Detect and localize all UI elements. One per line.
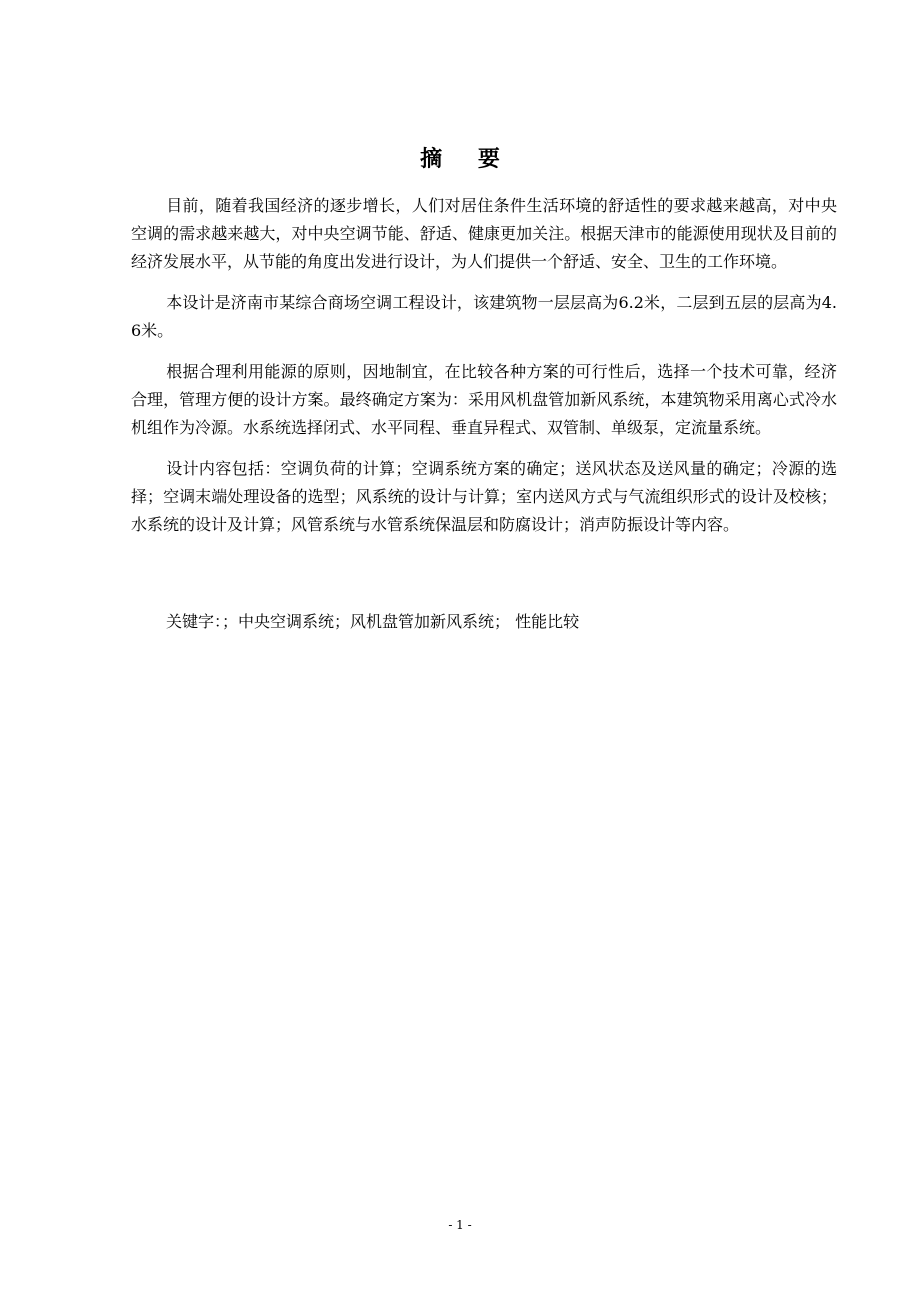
abstract-paragraph-3: 根据合理利用能源的原则，因地制宜，在比较各种方案的可行性后，选择一个技术可靠，经济合理，管理方便的设计方案。最终确定方案为：采用风机盘管加新风系统，本建筑物采用离心式冷水机组作为冷源。水系统选择闭式、水平同程、垂直异程式、双管制、单级泵，定流量系统。 xyxy=(131,362,837,437)
page-title: 摘 要 xyxy=(420,146,514,172)
abstract-paragraph-2: 本设计是济南市某综合商场空调工程设计，该建筑物一层层高为6.2米，二层到五层的层高为4.6米。 xyxy=(131,293,837,340)
abstract-paragraph-1: 目前，随着我国经济的逐步增长，人们对居住条件生活环境的舒适性的要求越来越高，对中央空调的需求越来越大，对中央空调节能、舒适、健康更加关注。根据天津市的能源使用现状及目前的经济发展水平，从节能的角度出发进行设计，为人们提供一个舒适、安全、卫生的工作环境。 xyxy=(131,196,837,271)
keywords-line: 关键字：；中央空调系统；风机盘管加新风系统； 性能比较 xyxy=(166,612,580,631)
page-number: - 1 - xyxy=(448,1218,472,1232)
abstract-paragraph-4: 设计内容包括：空调负荷的计算；空调系统方案的确定；送风状态及送风量的确定；冷源的选择；空调末端处理设备的选型；风系统的设计与计算；室内送风方式与气流组织形式的设计及校核；水系统的设计及计算；风管系统与水管系统保温层和防腐设计；消声防振设计等内容。 xyxy=(131,459,837,534)
abstract-body xyxy=(131,192,837,552)
